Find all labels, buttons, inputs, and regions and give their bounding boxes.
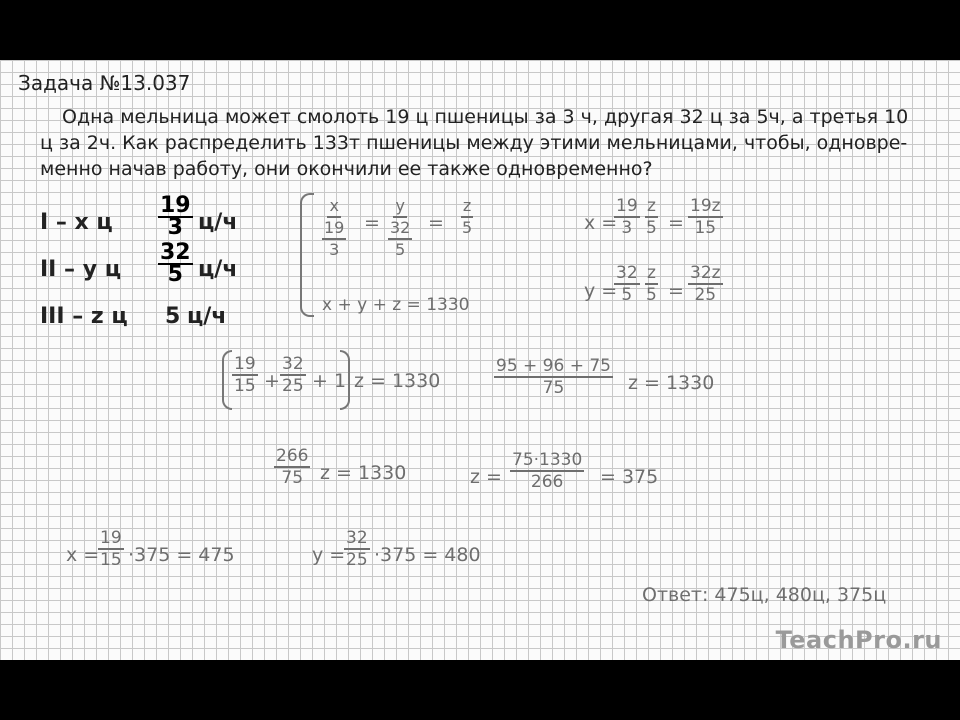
rate-3-label: III – z ц: [40, 304, 128, 329]
problem-title: Задача №13.037: [18, 71, 191, 95]
system-frac-y-den-num: 32: [388, 218, 412, 240]
x-expr-rd: 15: [694, 218, 717, 238]
teachpro-logo: TeachPro.ru: [775, 626, 942, 654]
system-frac-z-den: 5: [462, 218, 473, 237]
y-final-rhs: ·375 = 480: [374, 544, 481, 566]
eq1-n2: 32: [282, 354, 304, 374]
eq2-den: 75: [542, 378, 565, 398]
system-frac-y: [388, 196, 412, 260]
x-final-rhs: ·375 = 475: [128, 544, 235, 566]
system-frac-x: [322, 196, 346, 260]
y-final-fraction: [344, 528, 370, 570]
eq2-fraction: [494, 356, 613, 398]
problem-line-2: ц за 2ч. Как распределить 133т пшеницы между этими мельницами, чтобы, одновре-: [40, 132, 908, 154]
y-expr-d1: 5: [621, 285, 633, 305]
eq1-frac-1: [232, 354, 258, 396]
rate-2-den: 5: [167, 262, 183, 287]
x-final-den: 15: [100, 550, 122, 570]
eq1-d2: 25: [282, 376, 304, 396]
eq2-num: 95 + 96 + 75: [496, 356, 611, 376]
y-final-lhs: y =: [312, 544, 346, 566]
x-expr-n1: 19: [616, 196, 638, 216]
x-final-lhs: x =: [66, 544, 100, 566]
eq4-fraction: [510, 450, 584, 492]
eq4-den: 266: [530, 472, 564, 492]
eq4-num: 75·1330: [512, 450, 583, 470]
eq3-den: 75: [281, 468, 304, 488]
system-frac-x-den-den: 3: [329, 240, 340, 259]
notebook-sheet: [0, 60, 960, 660]
rate-3-unit: ц/ч: [187, 304, 227, 329]
system-frac-y-den-den: 5: [395, 240, 406, 259]
eq4-rhs: = 375: [600, 466, 659, 488]
system-frac-z-num: z: [461, 196, 473, 218]
problem-line-3: менно начав работу, они окончили ее также одновременно?: [40, 158, 653, 180]
x-expr-frac-1: [614, 196, 640, 238]
system-sum-equation: x + y + z = 1330: [322, 295, 470, 315]
x-expr-result: [688, 196, 723, 238]
eq1-open-paren: [222, 350, 232, 410]
system-eq-2: =: [428, 212, 444, 234]
rate-2-num: 32: [160, 240, 191, 265]
eq3-rhs: z = 1330: [320, 462, 407, 484]
y-final-num: 32: [346, 528, 368, 548]
x-expr-d1: 3: [621, 218, 633, 238]
x-expr-n2: z: [646, 196, 656, 216]
eq1-n1: 19: [234, 354, 256, 374]
answer-text: Ответ: 475ц, 480ц, 375ц: [642, 584, 887, 606]
eq1-rhs: z = 1330: [354, 370, 441, 392]
eq1-frac-2: [280, 354, 306, 396]
y-expr-eq: =: [668, 280, 684, 302]
y-expr-rd: 25: [694, 285, 717, 305]
rate-2-unit: ц/ч: [198, 257, 238, 282]
system-brace: [300, 193, 314, 317]
eq3-fraction: [274, 446, 310, 488]
y-expr-result: [688, 263, 723, 305]
x-expr-rn: 19z: [690, 196, 721, 216]
system-frac-y-num: y: [393, 196, 406, 218]
eq1-tail: + 1: [312, 370, 347, 392]
y-expr-d2: 5: [646, 285, 657, 305]
x-expr-frac-2: [644, 196, 659, 238]
system-frac-x-den-num: 19: [322, 218, 346, 240]
x-expr-label: x =: [584, 212, 618, 234]
system-frac-x-num: x: [327, 196, 340, 218]
x-expr-eq: =: [668, 212, 684, 234]
x-expr-d2: 5: [646, 218, 657, 238]
rate-1-fraction: [158, 193, 193, 240]
x-final-num: 19: [100, 528, 122, 548]
y-expr-n2: z: [646, 263, 656, 283]
rate-1-den: 3: [167, 215, 183, 240]
rate-2-fraction: [158, 240, 193, 287]
rate-1-num: 19: [160, 193, 191, 218]
rate-1-label: I – x ц: [40, 210, 113, 235]
y-expr-n1: 32: [616, 263, 638, 283]
eq1-d1: 15: [234, 376, 256, 396]
eq1-plus: +: [264, 370, 280, 392]
eq3-num: 266: [276, 446, 309, 466]
eq1-close-paren: [340, 350, 350, 410]
y-final-den: 25: [346, 550, 368, 570]
eq2-rhs: z = 1330: [628, 372, 715, 394]
x-final-fraction: [98, 528, 124, 570]
y-expr-frac-2: [644, 263, 659, 305]
problem-line-1: Одна мельница может смолоть 19 ц пшеницы за 3 ч, другая 32 ц за 5ч, а третья 10: [62, 106, 909, 128]
y-expr-frac-1: [614, 263, 640, 305]
system-eq-1: =: [364, 212, 380, 234]
system-frac-z: [460, 196, 474, 238]
y-expr-rn: 32z: [690, 263, 721, 283]
rate-1-unit: ц/ч: [198, 210, 238, 235]
y-expr-label: y =: [584, 280, 618, 302]
eq4-lhs: z =: [470, 466, 502, 488]
rate-3-value: 5: [165, 304, 181, 329]
rate-2-label: II – y ц: [40, 257, 121, 282]
